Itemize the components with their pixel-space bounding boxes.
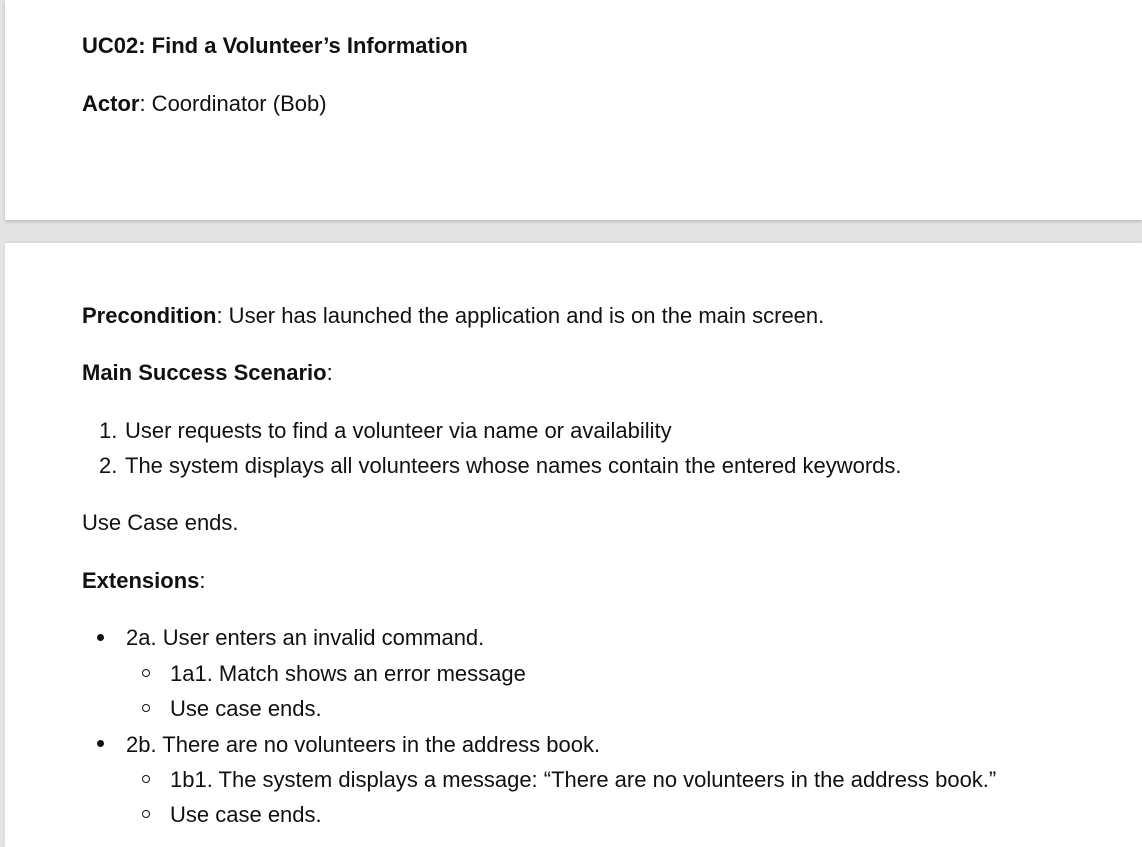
list-item: 2b. There are no volunteers in the address book. <box>126 732 601 757</box>
precondition-label: Precondition <box>82 303 217 328</box>
actor-value: : Coordinator (Bob) <box>139 91 327 116</box>
actor-line <box>82 90 1122 118</box>
precondition-value: : User has launched the application and is on the main screen. <box>216 303 825 328</box>
use-case-title: UC02: Find a Volunteer’s Information <box>82 33 468 58</box>
mss-label: Main Success Scenario <box>82 360 327 385</box>
bullet-circle-icon <box>142 704 150 712</box>
extensions-heading: Extensions: <box>82 568 206 593</box>
actor-label: Actor <box>82 91 140 116</box>
list-item: 1b1. The system displays a message: “There are no volunteers in the address book.” <box>170 767 997 792</box>
mss-heading: Main Success Scenario: <box>82 360 333 385</box>
bullet-circle-icon <box>142 810 150 818</box>
bullet-circle-icon <box>142 669 150 677</box>
document-page-2 <box>5 243 1142 847</box>
list-item: 1a1. Match shows an error message <box>170 661 526 686</box>
bullet-disc-icon <box>97 740 104 747</box>
use-case-ends: Use Case ends. <box>82 510 239 535</box>
list-item: Use case ends. <box>170 696 322 721</box>
document-page-1 <box>5 0 1142 220</box>
list-item: 1. User requests to find a volunteer via name or availability <box>99 418 672 443</box>
extensions-label: Extensions <box>82 568 200 593</box>
list-item: 2. The system displays all volunteers whose names contain the entered keywords. <box>99 453 902 478</box>
bullet-circle-icon <box>142 775 150 783</box>
precondition-line <box>82 302 1122 330</box>
bullet-disc-icon <box>97 634 104 641</box>
list-item: Use case ends. <box>170 802 322 827</box>
list-item: 2a. User enters an invalid command. <box>126 625 485 650</box>
